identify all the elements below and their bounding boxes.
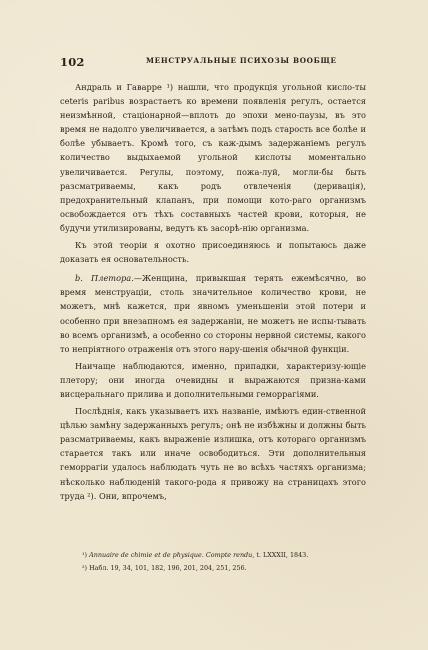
page-header <box>60 55 368 71</box>
running-head: МЕНСТРУАЛЬНЫЕ ПСИХОЗЫ ВООБЩЕ <box>146 56 337 65</box>
main-text <box>60 80 366 506</box>
footnote-1 <box>82 549 366 562</box>
section-b-text: —Женщина, привыкшая терять ежемѣсячно, во время менструаціи, столь значительное количество крови, не можетъ, мнѣ кажется, при явномъ уменьшеніи этой потери и особенно при внезапномъ ея задержаніи, не можетъ не испы-тывать во всемъ организмѣ, а особенно со стороны нервной системы, какого то непріятного отраженія отъ этого нару-шенія обычной функціи. <box>60 273 366 354</box>
paragraph-5: Послѣднія, какъ указываетъ ихъ названіе, имѣютъ един-ственной цѣлью замѣну задержанныхъ регулъ; онѣ не избѣжны и должны быть разсматриваемы, какъ выраженіе излишка, отъ котораго организмъ старается такъ или иначе освободиться. Эти дополнительныя геморрагіи удалось наблюдать чуть не во всѣхъ частяхъ организма; нѣсколько наблюденій такого-рода я привожу на страницахъ этого труда ²). Они, впрочемъ, <box>60 406 366 501</box>
paragraph-4: Наичаще наблюдаются, именно, припадки, характеризу-ющіе плетору; они иногда очевидны и выражаются призна-ками висцеральнаго прилива и дополнительными геморрагіями. <box>60 360 366 399</box>
footnote-1-source: Annuaire de chimie et de physique. Compte rendu, <box>89 551 255 559</box>
section-b-heading: b. Плетора. <box>75 273 134 284</box>
section-b-paragraph <box>60 271 366 356</box>
paragraph-1: Андраль и Гаварре ¹) нашли, что продукція угольной кисло-ты ceteris paribus возрастаетъ ко времени появленія регулъ, остается неизмѣнной, стаціонарной—вплоть до эпохи мено-паузы, въ это время не надолго увеличивается, а затѣмъ подъ старость все болѣе и болѣе убываетъ. Кромѣ того, съ каж-дымъ задержаніемъ регулъ количество выдыхаемой угольной кислоты моментально увеличивается. Регулы, поэтому, пожа-луй, могли-бы быть разсматриваемы, какъ родъ отвлеченія (деривація), предохранительный клапанъ, при помощи кото-раго организмъ освобождается отъ тѣхъ составныхъ частей крови, которыя, не будучи утилизированы, ведутъ къ засорѣ-нію организма. <box>60 82 366 233</box>
footnote-1-marker: ¹) <box>82 551 88 559</box>
footnotes <box>82 549 366 574</box>
footnote-2-marker: ²) <box>82 563 88 572</box>
footnote-2-text: Набл. 19, 34, 101, 182, 196, 201, 204, 251, 256. <box>89 563 247 572</box>
paragraph-2: Къ этой теоріи я охотно присоединяюсь и попытаюсь даже доказать ея основательность. <box>60 240 366 265</box>
footnote-1-rest: t. LXXXII, 1843. <box>254 551 309 559</box>
footnote-2 <box>82 562 366 575</box>
page-number: 102 <box>60 55 85 69</box>
